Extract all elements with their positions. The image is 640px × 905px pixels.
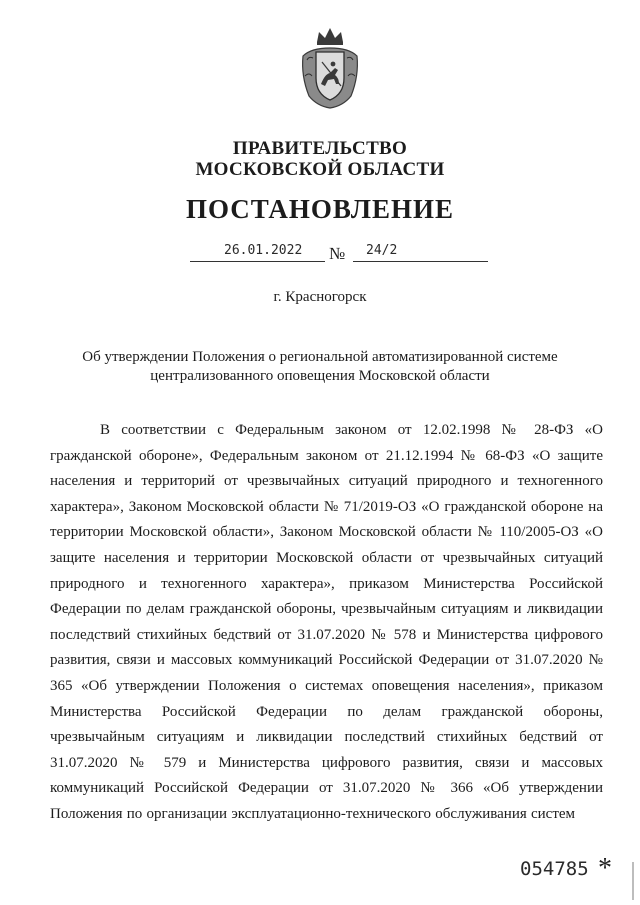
city: г. Красногорск: [273, 289, 367, 305]
document-subject: Об утверждении Положения о региональной автоматизированной системе централизованного оповещения Московской области: [82, 349, 558, 384]
asterisk-mark: *: [598, 853, 612, 884]
document-type: ПОСТАНОВЛЕНИЕ: [185, 194, 455, 224]
registration-number: 054785: [520, 858, 589, 880]
date-underline: [190, 261, 325, 262]
coat-of-arms-icon: [299, 26, 361, 110]
number-underline: [353, 261, 488, 262]
body-paragraph: В соответствии с Федеральным законом от 12.02.1998 № 28-ФЗ «О гражданской обороне», Федеральным законом от 21.12.1994 № 68-ФЗ «О защите населения и территорий от чрезвычайных ситуаций природного и техногенного характера», Законом Московской области № 71/2019-ОЗ «О гражданской обороне на территории Московской области», Законом Московской области № 110/2005-ОЗ «О защите населения и территории Московской области от чрезвычайных ситуаций природного и техногенного характера», приказом Министерства Российской Федерации по делам гражданской обороны, чрезвычайным ситуациям и ликвидации последствий стихийных бедствий от 31.07.2020 № 578 и Министерства цифрового развития, связи и массовых коммуникаций Российской Федерации от 31.07.2020 № 365 «Об утверждении Положения о системах оповещения населения», приказом Министерства Российской Федерации по делам гражданской обороны, чрезвычайным ситуациям и ликвидации последствий стихийных бедствий от 31.07.2020 № 579 и Министерства цифрового развития, связи и массовых коммуникаций Российской Федерации от 31.07.2020 № 366 «Об утверждении Положения по организации эксплуатационно-технического обслуживания систем: [50, 422, 603, 822]
number-sign: №: [329, 244, 346, 263]
document-date: 26.01.2022: [224, 243, 303, 258]
org-name-line2: МОСКОВСКОЙ ОБЛАСТИ: [195, 159, 445, 180]
org-name-line1: ПРАВИТЕЛЬСТВО: [232, 138, 408, 159]
page-edge-mark: [632, 862, 634, 900]
document-number: 24/2: [366, 243, 398, 258]
